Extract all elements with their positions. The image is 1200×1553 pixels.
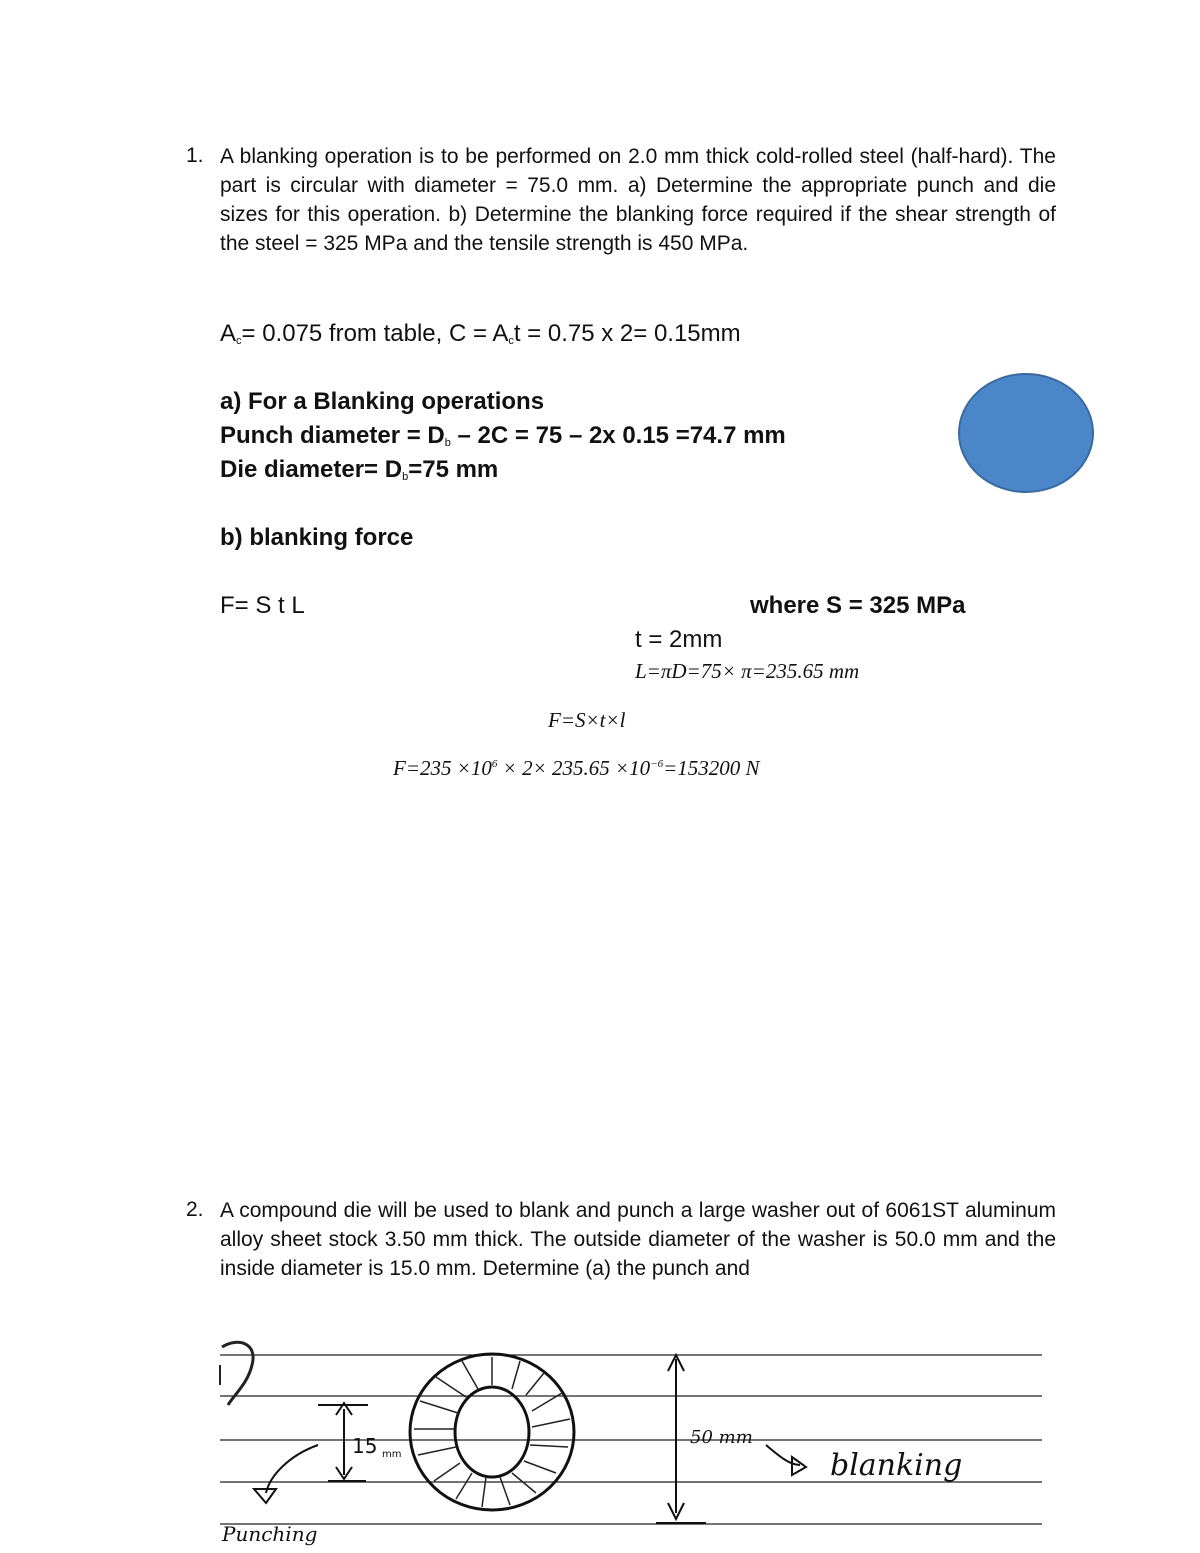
label-15-unit: mm — [382, 1449, 402, 1460]
punch-diameter-line: Punch diameter = $D_b - 2C = 75 - 2x$ 0.15 =74.7 mm — [220, 422, 786, 449]
label-50mm: 50 mm — [690, 1427, 753, 1448]
question-1-text: A blanking operation is to be performed on 2.0 mm thick cold-rolled steel (half-hard). The part is circular with diameter = 75.0 mm. a) Determine the appropriate punch and die sizes for this operation. b) Determine the blanking force required if the shear strength of the steel = 325 MPa and the tensile strength is 450 MPa. — [220, 145, 1056, 255]
thickness-line: t = 2mm — [635, 626, 723, 653]
shear-strength-line: where S = 325 MPa — [750, 592, 966, 619]
force-calculation: $F=235 \times 10^6 \times 2\times 235.65 \times 10^{-6}=153200$ N — [393, 756, 760, 780]
question-2-text: A compound die will be used to blank and punch a large washer out of 6061ST aluminum alloy sheet stock 3.50 mm thick. The outside diameter of the washer is 50.0 mm and the inside diameter is 15.0 mm. Determine (a) the punch and — [220, 1199, 1056, 1280]
washer-sketch — [210, 1335, 1060, 1553]
question-2-number: 2. — [186, 1198, 204, 1221]
label-blanking: blanking — [830, 1448, 963, 1483]
force-formula-math: F=S×t×l — [548, 708, 626, 732]
part-a-heading: a) For a Blanking operations — [220, 388, 545, 415]
question-1-number: 1. — [186, 144, 204, 167]
washer-drawing — [410, 1354, 574, 1510]
clearance-line: $A_c= 0.075$ from table, $C = A_ct = 0.75$ x 2= 0.15mm — [220, 320, 741, 347]
blue-circle-shape — [956, 372, 1096, 496]
force-formula: F= S t L — [220, 592, 305, 619]
part-b-heading: b) blanking force — [220, 524, 414, 551]
label-15: 15 — [352, 1434, 378, 1458]
length-formula: L=πD=75× π=235.65 mm — [635, 659, 860, 683]
label-punching: Punching — [222, 1522, 318, 1546]
die-diameter-line: Die diameter= $D_b=75$ mm — [220, 456, 499, 483]
